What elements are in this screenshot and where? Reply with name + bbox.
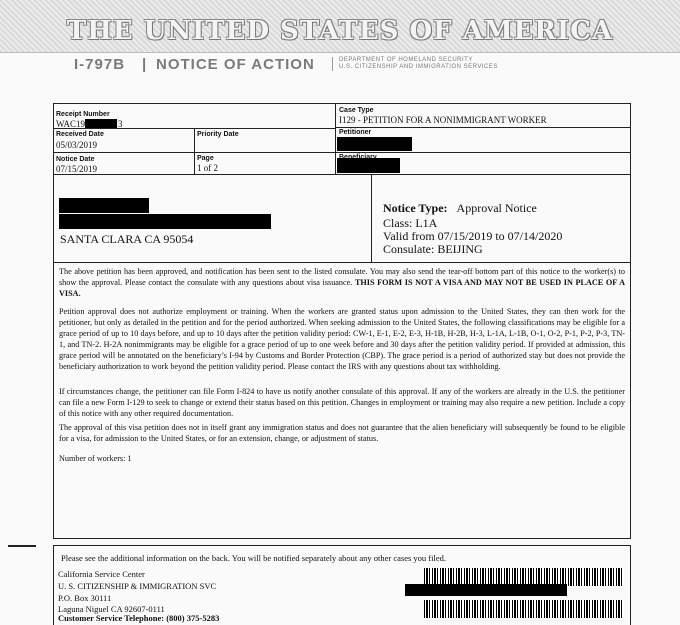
notice-type-value: Approval Notice xyxy=(456,201,537,215)
agency-block xyxy=(332,57,498,71)
receipt-number-suffix: 3 xyxy=(118,119,123,129)
divider xyxy=(194,128,195,174)
divider xyxy=(336,127,631,128)
agency-line-1: DEPARTMENT OF HOMELAND SECURITY xyxy=(339,57,473,63)
redaction-bar xyxy=(337,137,412,151)
notice-consulate: Consulate: BEIJING xyxy=(383,242,483,256)
redaction-bar xyxy=(85,119,117,128)
divider xyxy=(53,262,631,263)
notice-type-line xyxy=(383,201,537,215)
divider xyxy=(53,174,631,175)
not-a-visa-warning: THIS FORM IS NOT A VISA AND MAY NOT BE USED IN PLACE OF A VISA. xyxy=(59,278,625,298)
petitioner-label: Petitioner xyxy=(339,129,372,136)
barcode xyxy=(424,600,624,618)
service-center-pobox: P.O. Box 30111 xyxy=(58,593,112,603)
redaction-bar xyxy=(59,198,149,213)
divider xyxy=(53,152,631,153)
service-center-agency: U. S. CITIZENSHIP & IMMIGRATION SVC xyxy=(58,581,217,591)
receipt-number-label: Receipt Number xyxy=(56,111,110,118)
redaction-bar xyxy=(405,584,567,596)
service-center-city: Laguna Niguel CA 92607-0111 xyxy=(58,604,165,614)
redaction-bar xyxy=(59,214,271,229)
form-id: I-797B xyxy=(74,56,126,73)
notice-type-label: Notice Type: xyxy=(383,201,448,215)
workers-count: Number of workers: 1 xyxy=(59,454,132,463)
receipt-number-prefix: WAC19 xyxy=(56,119,85,129)
received-date-label: Received Date xyxy=(56,131,104,138)
received-date-value: 05/03/2019 xyxy=(56,140,98,150)
notice-date-label: Notice Date xyxy=(56,156,95,163)
notice-class: Class: L1A xyxy=(383,216,438,230)
tear-off-mark xyxy=(8,545,36,547)
agency-line-2: U.S. CITIZENSHIP AND IMMIGRATION SERVICES xyxy=(339,64,498,70)
service-center-name: California Service Center xyxy=(58,569,145,579)
notice-valid-period: Valid from 07/15/2019 to 07/14/2020 xyxy=(383,229,563,243)
divider xyxy=(335,103,336,174)
page-value: 1 of 2 xyxy=(197,163,218,173)
case-type-value: I129 - PETITION FOR A NONIMMIGRANT WORKER xyxy=(339,115,547,125)
paragraph-circumstances: If circumstances change, the petitioner can file Form I-824 to have us notify another consulate of this approval. If any of the workers are already in the U.S. the petitioner can file a new Form I-129 to seek to change or extend their status based on this petition. Changes in employment or training may also require a new petition. Include a copy of this notice with any other required documentation. xyxy=(59,387,625,418)
banner-title: THE UNITED STATES OF AMERICA xyxy=(66,16,614,46)
customer-service-phone: Customer Service Telephone: (800) 375-5283 xyxy=(58,613,220,623)
form-separator: | xyxy=(142,56,147,73)
paragraph-approval xyxy=(59,266,625,299)
address-city-line: SANTA CLARA CA 95054 xyxy=(60,232,194,246)
form-header xyxy=(74,56,634,76)
redaction-bar xyxy=(337,158,400,173)
form-title: NOTICE OF ACTION xyxy=(156,56,315,73)
notice-date-value: 07/15/2019 xyxy=(56,164,98,174)
case-type-label: Case Type xyxy=(339,107,374,114)
additional-info-line: Please see the additional information on the back. You will be notified separately about any other cases you filed. xyxy=(61,553,446,563)
paragraph-employment: Petition approval does not authorize employment or training. When the workers are granted status upon admission to the United States, they can then work for the petitioner, but only as detailed in the petition and for the period authorized. When seeking admission to the United States, the following classifications may be eligible for a grace period of up to 10 days before, and up to 10 days after the petition validity period: CW-1, E-1, E-2, E-3, H-1B, H-2B, H-3, L-1A, L-1B, O-1, O-2, P-1, P-2, P-3, TN-1, and TN-2. H-2A nonimmigrants may be eligible for a grace period of up to one week before and 30 days after the petition validity period. If provided at admission, this grace period will be annotated on the beneficiary’s I-94 by Customs and Border Protection (CBP). The grace period is a period of authorized stay but does not provide the beneficiary authorization to work beyond the petition validity period. Please contact the IRS with any questions about tax withholding. xyxy=(59,307,625,371)
priority-date-label: Priority Date xyxy=(197,131,239,138)
page-label: Page xyxy=(197,155,214,162)
divider xyxy=(371,174,372,262)
paragraph-approval-text: The above petition has been approved, and notification has been sent to the listed consulate. You may also send the tear-off bottom part of this notice to the worker(s) to show the approval. Please contact the consulate with any questions about visa issuance. xyxy=(59,267,625,287)
paragraph-status: The approval of this visa petition does not in itself grant any immigration status and does not guarantee that the alien beneficiary will subsequently be found to be eligible for a visa, for admission to the United States, or for an extension, change, or adjustment of status. xyxy=(59,423,625,443)
seal-banner xyxy=(0,0,680,53)
